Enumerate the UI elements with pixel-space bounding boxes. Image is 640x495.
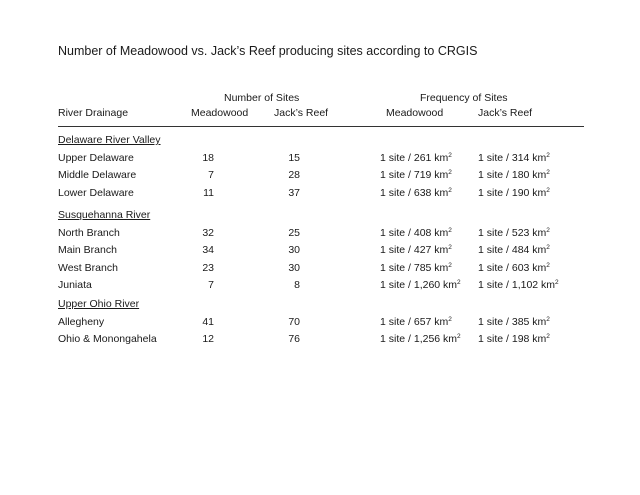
frequency-value: 1 site / 1,256	[380, 333, 444, 345]
river-name: North Branch	[58, 226, 120, 239]
unit-km: km	[434, 186, 449, 199]
jacks-reef-frequency	[478, 316, 550, 328]
unit-exponent: 2	[546, 244, 550, 251]
unit-km: km	[443, 333, 458, 345]
unit-exponent: 2	[448, 226, 452, 234]
unit-km: km	[434, 315, 449, 328]
unit-exponent: 2	[546, 315, 550, 323]
unit-exponent: 2	[546, 333, 550, 340]
river-name: Main Branch	[58, 244, 117, 256]
unit-km: km	[532, 186, 547, 199]
jacks-reef-count: 15	[288, 151, 300, 164]
header-jacks-reef-count: Jack’s Reef	[274, 107, 329, 119]
frequency-value: 1 site / 638	[380, 186, 435, 199]
frequency-value: 1 site / 408	[380, 226, 435, 239]
jacks-reef-count: 25	[288, 226, 300, 239]
meadowood-frequency	[380, 262, 452, 274]
jacks-reef-count: 30	[288, 261, 300, 274]
river-name: Allegheny	[58, 315, 105, 328]
jacks-reef-frequency	[478, 227, 550, 239]
river-name: West Branch	[58, 261, 118, 274]
jacks-reef-count: 30	[288, 244, 300, 256]
jacks-reef-count: 28	[288, 169, 300, 181]
meadowood-count: 23	[202, 261, 214, 274]
unit-exponent: 2	[448, 315, 452, 323]
frequency-value: 1 site / 1,260	[380, 279, 444, 291]
header-jacks-reef-frequency: Jack’s Reef	[478, 107, 533, 119]
frequency-value: 1 site / 603	[478, 261, 533, 274]
meadowood-frequency	[380, 279, 461, 291]
unit-km: km	[532, 151, 547, 164]
unit-exponent: 2	[546, 169, 550, 176]
unit-exponent: 2	[555, 279, 559, 286]
header-frequency-of-sites: Frequency of Sites	[420, 92, 508, 104]
unit-exponent: 2	[546, 226, 550, 234]
unit-km: km	[541, 279, 556, 291]
river-name: Lower Delaware	[58, 186, 134, 199]
meadowood-frequency	[380, 187, 452, 199]
unit-km: km	[532, 169, 547, 181]
meadowood-count: 32	[202, 226, 214, 239]
section-title: Upper Ohio River	[58, 298, 140, 310]
meadowood-frequency	[380, 333, 461, 345]
jacks-reef-frequency	[478, 262, 550, 274]
meadowood-count: 11	[203, 186, 214, 199]
unit-km: km	[532, 315, 547, 328]
river-name: Ohio & Monongahela	[58, 333, 157, 345]
jacks-reef-frequency	[478, 169, 550, 181]
river-name: Upper Delaware	[58, 151, 134, 164]
unit-exponent: 2	[448, 244, 452, 251]
meadowood-frequency	[380, 227, 452, 239]
meadowood-count: 34	[202, 244, 214, 256]
unit-km: km	[434, 151, 449, 164]
meadowood-count: 18	[202, 151, 214, 164]
jacks-reef-count: 8	[294, 279, 300, 291]
page-title: Number of Meadowood vs. Jack’s Reef producing sites according to CRGIS	[58, 44, 478, 58]
frequency-value: 1 site / 1,102	[478, 279, 542, 291]
frequency-value: 1 site / 719	[380, 169, 435, 181]
header-number-of-sites: Number of Sites	[224, 92, 300, 104]
header-river-drainage: River Drainage	[58, 107, 129, 119]
meadowood-count: 41	[202, 315, 214, 328]
unit-exponent: 2	[546, 186, 550, 194]
frequency-value: 1 site / 198	[478, 333, 533, 345]
meadowood-frequency	[380, 169, 452, 181]
meadowood-count: 7	[208, 279, 214, 291]
frequency-value: 1 site / 785	[380, 261, 435, 274]
jacks-reef-frequency	[478, 187, 550, 199]
meadowood-count: 7	[208, 169, 214, 181]
unit-exponent: 2	[546, 261, 550, 269]
section-title: Delaware River Valley	[58, 134, 161, 146]
river-name: Middle Delaware	[58, 169, 137, 181]
frequency-value: 1 site / 190	[478, 186, 533, 199]
unit-km: km	[532, 333, 547, 345]
unit-exponent: 2	[457, 333, 461, 340]
jacks-reef-frequency	[478, 244, 550, 256]
jacks-reef-frequency	[478, 279, 559, 291]
meadowood-frequency	[380, 152, 452, 164]
jacks-reef-frequency	[478, 333, 550, 345]
meadowood-frequency	[380, 316, 452, 328]
unit-km: km	[434, 169, 449, 181]
unit-exponent: 2	[457, 279, 461, 286]
header-divider	[58, 126, 584, 127]
unit-km: km	[434, 244, 449, 256]
unit-km: km	[532, 226, 547, 239]
unit-exponent: 2	[448, 151, 452, 159]
frequency-value: 1 site / 657	[380, 315, 435, 328]
jacks-reef-count: 70	[288, 315, 300, 328]
meadowood-frequency	[380, 244, 452, 256]
frequency-value: 1 site / 484	[478, 244, 533, 256]
header-meadowood-count: Meadowood	[191, 107, 249, 119]
unit-km: km	[434, 226, 449, 239]
unit-km: km	[532, 261, 547, 274]
section-title: Susquehanna River	[58, 209, 151, 221]
unit-exponent: 2	[546, 151, 550, 159]
unit-exponent: 2	[448, 261, 452, 269]
river-name: Juniata	[58, 279, 92, 291]
frequency-value: 1 site / 427	[380, 244, 435, 256]
unit-exponent: 2	[448, 186, 452, 194]
unit-km: km	[434, 261, 449, 274]
header-meadowood-frequency: Meadowood	[386, 107, 444, 119]
jacks-reef-count: 76	[288, 333, 300, 345]
frequency-value: 1 site / 180	[478, 169, 533, 181]
jacks-reef-frequency	[478, 152, 550, 164]
unit-km: km	[532, 244, 547, 256]
frequency-value: 1 site / 385	[478, 315, 533, 328]
unit-km: km	[443, 279, 458, 291]
frequency-value: 1 site / 261	[380, 151, 435, 164]
unit-exponent: 2	[448, 169, 452, 176]
jacks-reef-count: 37	[288, 186, 300, 199]
meadowood-count: 12	[202, 333, 214, 345]
frequency-value: 1 site / 523	[478, 226, 533, 239]
frequency-value: 1 site / 314	[478, 151, 533, 164]
